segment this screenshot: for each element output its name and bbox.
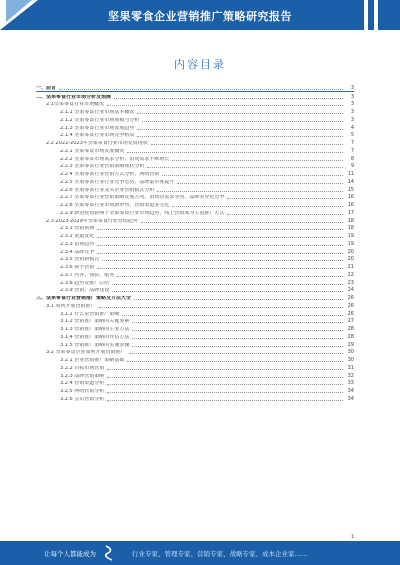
toc-entry-label: 2.3 2023-2029年坚果零食行业营销趋势 — [46, 218, 138, 224]
toc-entry-label: 2.2.5 坚果零食行业行业竞争态势，品牌集中度提升 — [60, 179, 175, 185]
toc-entry-label: 3.1.2 营销推广策略的关键要素 — [60, 319, 130, 325]
toc-leader-dots — [177, 183, 343, 184]
toc-entry-page: 3 — [350, 116, 354, 123]
toc-entry-label: 2.2.2 坚果零食市场需求分析，消费需求不断增长 — [60, 156, 170, 162]
toc-leader-dots — [172, 160, 343, 161]
wave-icon — [104, 544, 118, 562]
toc-entry-label: 3.2.6 会员营销分析 — [60, 396, 105, 402]
toc-entry-page: 3 — [350, 93, 354, 100]
toc-entry-page: 3 — [350, 101, 354, 108]
toc-entry-label: 2.3.8 趋势及推广总结 — [60, 280, 110, 286]
footer-banner — [0, 541, 400, 565]
toc-entry[interactable] — [36, 177, 354, 185]
toc-entry-label: 3.2.1 企业营销推广策略基础 — [60, 358, 125, 363]
toc-entry-page: 4 — [350, 124, 354, 131]
toc-leader-dots — [99, 307, 343, 308]
toc-leader-dots — [132, 322, 343, 323]
table-of-contents — [36, 84, 354, 402]
report-title: 坚果零食企业营销推广策略研究报告 — [108, 10, 292, 23]
toc-entry[interactable] — [36, 340, 354, 348]
toc-entry[interactable] — [36, 100, 354, 108]
toc-entry-page: 20 — [347, 248, 354, 255]
toc-entry[interactable] — [36, 363, 354, 371]
toc-entry-page: 16 — [347, 194, 354, 201]
toc-entry-page: 7 — [350, 140, 354, 146]
toc-leader-dots — [122, 315, 343, 316]
toc-entry-page: 5 — [350, 132, 354, 139]
toc-entry[interactable] — [36, 309, 354, 317]
toc-entry-page: 24 — [347, 287, 354, 294]
toc-entry-page: 18 — [347, 225, 354, 232]
toc-leader-dots — [129, 353, 343, 354]
toc-leader-dots — [127, 152, 343, 153]
toc-entry-label: 2.2.7 坚果零食行业营销策略发展方向，消费者需求导向，品牌差异化竞争 — [60, 195, 225, 201]
toc-leader-dots — [172, 206, 343, 207]
toc-entry-page: 29 — [347, 341, 354, 348]
toc-entry[interactable] — [36, 394, 354, 402]
toc-leader-dots — [141, 222, 343, 223]
toc-entry-label: 2.3.2 渠道变化 — [60, 234, 95, 239]
toc-leader-dots — [107, 377, 343, 378]
toc-entry[interactable] — [36, 84, 354, 92]
toc-entry[interactable] — [36, 348, 354, 356]
toc-heading: 内容目录 — [174, 58, 226, 71]
toc-entry-page: 17 — [347, 209, 354, 216]
toc-entry-page: 3 — [350, 84, 354, 91]
toc-entry[interactable] — [36, 255, 354, 263]
toc-entry[interactable] — [36, 286, 354, 294]
toc-entry-label: 3.1 如何开展营销推广 — [46, 303, 96, 309]
toc-entry-label: 2.3.3 消费趋势 — [60, 241, 95, 247]
toc-entry-label: 3.1.4 营销推广策略的评估方法 — [60, 334, 130, 340]
toc-leader-dots — [132, 346, 343, 347]
toc-entry-label: 3.1.5 营销推广策略的实施步骤 — [60, 342, 130, 348]
toc-leader-dots — [151, 144, 343, 145]
toc-leader-dots — [117, 276, 343, 277]
header-tab-stripe — [368, 0, 374, 30]
toc-entry-page: 23 — [347, 279, 354, 286]
toc-entry-page: 30 — [347, 357, 354, 363]
toc-entry[interactable] — [36, 200, 354, 208]
toc-leader-dots — [107, 400, 343, 401]
toc-entry[interactable] — [36, 355, 354, 363]
toc-leader-dots — [127, 361, 343, 362]
toc-entry-label: 2.3.7 内容、体验、服务 — [60, 272, 115, 278]
toc-leader-dots — [97, 268, 343, 269]
toc-entry-page: 8 — [350, 155, 354, 162]
toc-leader-dots — [102, 260, 343, 261]
toc-entry-page: 26 — [347, 295, 354, 301]
toc-leader-dots — [112, 291, 343, 292]
toc-leader-dots — [137, 113, 343, 114]
toc-entry-label: 2.1.4 坚果零食行业市场竞争格局 — [60, 133, 135, 139]
toc-entry[interactable] — [36, 146, 354, 154]
toc-entry-page: 3 — [350, 109, 354, 115]
toc-leader-dots — [97, 253, 343, 254]
toc-entry-page: 27 — [347, 318, 354, 325]
toc-entry-label: 3.2.3 品牌营销策略 — [60, 373, 105, 379]
toc-leader-dots — [107, 384, 343, 385]
toc-leader-dots — [227, 214, 343, 215]
toc-entry-label: 2.2.3 坚果零食行业营销策略现状分析 — [60, 164, 145, 170]
toc-entry-page: 7 — [350, 147, 354, 154]
toc-entry-label: 2.2.1 坚果零食市场发展概况 — [60, 148, 125, 154]
toc-entry-label: 2.1坚果零食行业市场概况 — [46, 102, 104, 108]
toc-entry-page: 34 — [347, 395, 354, 402]
toc-entry[interactable] — [36, 208, 354, 216]
toc-entry-label: 2.3.1 营销预测 — [60, 226, 95, 232]
toc-entry[interactable] — [36, 107, 354, 115]
toc-entry[interactable] — [36, 92, 354, 100]
toc-entry-label: 2.1.1 坚果零食行业市场基本概况 — [60, 110, 135, 115]
toc-entry-label: 2.3.9 营销、品牌建设 — [60, 288, 110, 294]
toc-leader-dots — [97, 245, 343, 246]
toc-entry[interactable] — [36, 379, 354, 387]
toc-entry-page: 21 — [347, 264, 354, 270]
toc-entry-page: 28 — [347, 326, 354, 332]
toc-entry-label: 2.2.4 坚果零食行业营销方式分析，网络营销 — [60, 172, 160, 177]
toc-entry-label: 3.2.5 网络营销分析 — [60, 389, 105, 394]
toc-entry-page: 19 — [347, 240, 354, 247]
toc-leader-dots — [107, 369, 343, 370]
toc-entry[interactable] — [36, 239, 354, 247]
toc-entry-page: 28 — [347, 333, 354, 340]
toc-entry[interactable] — [36, 169, 354, 177]
toc-entry-label: 三、坚果零食行业营销推广策略及方法大全 — [36, 296, 132, 301]
toc-leader-dots — [227, 198, 343, 199]
toc-entry-label: 2.2.8 坚果零食行业市场新形势，营销渠道多元化 — [60, 203, 170, 208]
toc-leader-dots — [132, 330, 343, 331]
toc-entry-label: 3.2 坚果零食企业如何开展营销推广 — [46, 350, 126, 356]
toc-entry[interactable] — [36, 131, 354, 139]
toc-entry[interactable] — [36, 278, 354, 286]
toc-leader-dots — [162, 175, 343, 176]
toc-entry-label: 3.2.2 目标市场营销 — [60, 365, 105, 371]
toc-entry[interactable] — [36, 317, 354, 325]
toc-leader-dots — [132, 338, 343, 339]
toc-entry[interactable] — [36, 115, 354, 123]
toc-entry[interactable] — [36, 371, 354, 379]
toc-entry-page: 34 — [347, 388, 354, 394]
toc-leader-dots — [147, 167, 343, 168]
toc-leader-dots — [157, 191, 343, 192]
toc-entry-label: 2.3.5 营销新模式 — [60, 257, 100, 263]
toc-entry-page: 14 — [347, 178, 354, 185]
toc-entry-label: 2.2.9 新冠疫情影响下坚果零食行业市场趋势，线上营销成为主流推广方式 — [60, 210, 225, 216]
toc-leader-dots — [137, 129, 343, 130]
toc-entry-label: 2.3.6 数字营销 — [60, 265, 95, 270]
toc-entry[interactable] — [36, 185, 354, 193]
toc-leader-dots — [114, 98, 343, 99]
toc-entry-page: 9 — [350, 163, 354, 170]
toc-entry[interactable] — [36, 154, 354, 162]
toc-entry[interactable] — [36, 231, 354, 239]
toc-entry[interactable] — [36, 301, 354, 309]
toc-entry-page: 20 — [347, 256, 354, 263]
toc-entry-page: 26 — [347, 302, 354, 309]
toc-entry[interactable] — [36, 138, 354, 146]
toc-entry-label: 2.1.2 坚果零食行业市场规模与分析 — [60, 117, 140, 123]
toc-entry-label: 一、前言 — [36, 85, 57, 91]
toc-entry-label: 二、坚果零食行业市场分析及预测 — [36, 94, 112, 100]
toc-entry-label: 2.3.4 品牌竞争 — [60, 249, 95, 255]
toc-leader-dots — [97, 229, 343, 230]
toc-entry[interactable] — [36, 162, 354, 170]
toc-leader-dots — [134, 299, 343, 300]
toc-entry-label: 2.1.3 坚果零食行业市场发展趋势 — [60, 125, 135, 131]
toc-leader-dots — [112, 284, 343, 285]
toc-leader-dots — [142, 121, 343, 122]
toc-entry-page: 15 — [347, 186, 354, 193]
toc-entry-page: 11 — [347, 171, 354, 177]
toc-entry[interactable] — [36, 123, 354, 131]
toc-entry-label: 3.2.4 营销渠道分析 — [60, 381, 105, 387]
header-banner — [0, 0, 400, 30]
toc-entry[interactable] — [36, 324, 354, 332]
toc-leader-dots — [137, 136, 343, 137]
page-number: 1 — [350, 534, 354, 540]
toc-entry-label: 2.2.6 坚果零食行业龙头企业营销模式分析 — [60, 187, 155, 193]
toc-entry-page: 26 — [347, 310, 354, 317]
toc-entry-label: 3.1.1 什么是营销推广策略 — [60, 311, 120, 317]
toc-entry[interactable] — [36, 247, 354, 255]
toc-entry[interactable] — [36, 332, 354, 340]
toc-entry-page: 19 — [347, 233, 354, 239]
toc-entry[interactable] — [36, 193, 354, 201]
toc-entry-page: 32 — [347, 372, 354, 379]
toc-entry[interactable] — [36, 293, 354, 301]
toc-entry-page: 22 — [347, 271, 354, 278]
footer-lead-text: 让每个人都能成为 — [44, 550, 96, 558]
toc-leader-dots — [97, 237, 343, 238]
toc-leader-dots — [59, 89, 343, 90]
toc-leader-dots — [107, 105, 343, 106]
toc-entry[interactable] — [36, 216, 354, 224]
footer-roles-text: 行业专家、管理专家、营销专家、战略专家、成本企业家…… — [132, 550, 308, 558]
toc-entry-label: 3.1.3 营销推广策略的主要方法 — [60, 327, 130, 332]
toc-entry-page: 33 — [347, 380, 354, 387]
toc-entry[interactable] — [36, 386, 354, 394]
toc-entry[interactable] — [36, 262, 354, 270]
toc-entry-page: 18 — [347, 217, 354, 224]
toc-entry-page: 16 — [347, 202, 354, 208]
toc-entry-page: 31 — [347, 364, 354, 371]
toc-leader-dots — [107, 392, 343, 393]
toc-entry[interactable] — [36, 270, 354, 278]
toc-entry-label: 2.2 2022-2023年坚果零食行业市场发展现状 — [46, 141, 148, 146]
toc-entry[interactable] — [36, 224, 354, 232]
toc-entry-page: 30 — [347, 349, 354, 356]
